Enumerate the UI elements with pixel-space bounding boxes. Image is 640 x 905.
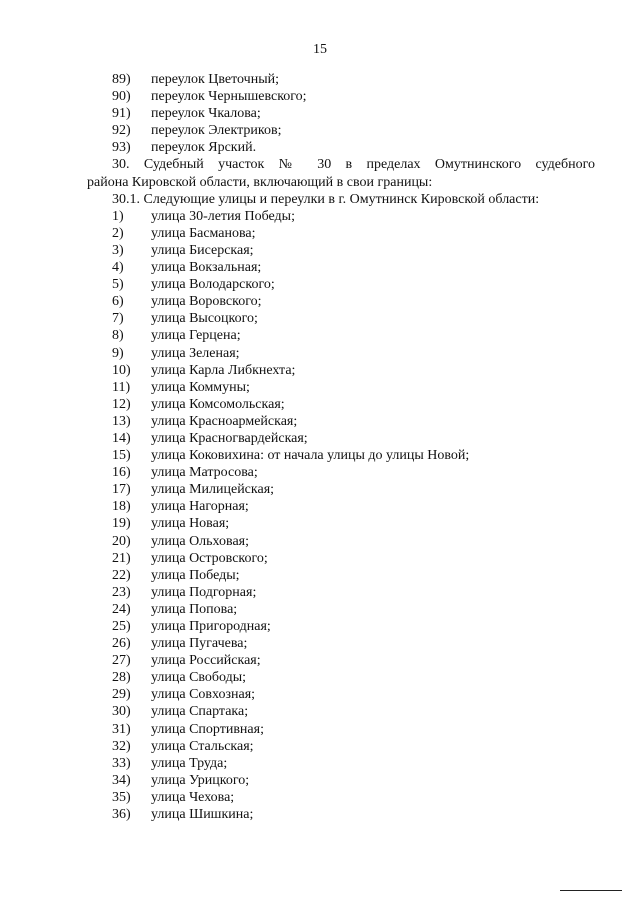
list-item-text: улица Российская; bbox=[151, 653, 261, 669]
list-item bbox=[87, 447, 595, 464]
list-item-text: переулок Ярский. bbox=[151, 140, 257, 156]
list-item bbox=[87, 293, 595, 310]
list-item bbox=[87, 88, 595, 105]
section-30-heading: 30. Судебный участок № 30 в пределах Омутнинского судебного bbox=[112, 157, 595, 173]
list-item-number: 17) bbox=[112, 482, 131, 498]
list-item-number: 32) bbox=[112, 738, 131, 754]
list-item bbox=[87, 259, 595, 276]
list-item-text: улица Зеленая; bbox=[151, 345, 240, 361]
list-item-text: улица Победы; bbox=[151, 567, 240, 583]
list-item-text: улица Володарского; bbox=[151, 277, 275, 293]
list-item-number: 6) bbox=[112, 294, 124, 310]
list-item-text: улица Стальская; bbox=[151, 738, 254, 754]
footer-rule bbox=[560, 890, 622, 891]
list-item-number: 7) bbox=[112, 311, 124, 327]
list-item-number: 92) bbox=[112, 123, 131, 139]
list-item-text: улица Попова; bbox=[151, 601, 238, 617]
list-item-text: улица Труда; bbox=[151, 755, 228, 771]
list-item bbox=[87, 806, 595, 823]
list-item-number: 16) bbox=[112, 465, 131, 481]
list-item-text: улица Коммуны; bbox=[151, 379, 250, 395]
list-item-number: 13) bbox=[112, 413, 131, 429]
list-item-number: 33) bbox=[112, 755, 131, 771]
subsection-30-1-heading: 30.1. Следующие улицы и переулки в г. Омутнинск Кировской области: bbox=[112, 191, 540, 207]
list-item-number: 12) bbox=[112, 396, 131, 412]
list-item-text: улица Свободы; bbox=[151, 670, 247, 686]
list-item-number: 23) bbox=[112, 584, 131, 600]
list-item bbox=[87, 669, 595, 686]
list-item-text: улица Совхозная; bbox=[151, 687, 256, 703]
list-item-number: 28) bbox=[112, 670, 131, 686]
list-item-number: 31) bbox=[112, 721, 131, 737]
list-item bbox=[87, 379, 595, 396]
list-item-number: 2) bbox=[112, 225, 124, 241]
list-item-text: улица Комсомольская; bbox=[151, 396, 285, 412]
list-item bbox=[87, 584, 595, 601]
list-item bbox=[87, 139, 595, 156]
list-item bbox=[87, 71, 595, 88]
list-item-number: 93) bbox=[112, 140, 131, 156]
list-item-number: 5) bbox=[112, 277, 124, 293]
list-item-number: 8) bbox=[112, 328, 124, 344]
list-item bbox=[87, 635, 595, 652]
list-item-number: 15) bbox=[112, 448, 131, 464]
list-item-number: 1) bbox=[112, 208, 124, 224]
list-item bbox=[87, 481, 595, 498]
list-item bbox=[87, 208, 595, 225]
list-item-number: 29) bbox=[112, 687, 131, 703]
list-item-number: 91) bbox=[112, 106, 131, 122]
list-item bbox=[87, 225, 595, 242]
list-item bbox=[87, 738, 595, 755]
list-item-text: переулок Чкалова; bbox=[151, 106, 261, 122]
list-item bbox=[87, 345, 595, 362]
list-item-text: улица 30-летия Победы; bbox=[151, 208, 295, 224]
list-item-number: 89) bbox=[112, 72, 131, 87]
list-item bbox=[87, 310, 595, 327]
list-item-text: улица Герцена; bbox=[151, 328, 241, 344]
list-item bbox=[87, 686, 595, 703]
list-item bbox=[87, 721, 595, 738]
list-item bbox=[87, 498, 595, 515]
list-item-number: 30) bbox=[112, 704, 131, 720]
list-item bbox=[87, 276, 595, 293]
list-item-text: улица Нагорная; bbox=[151, 499, 249, 515]
street-list-section-30 bbox=[87, 208, 595, 823]
list-item-text: переулок Электриков; bbox=[151, 123, 282, 139]
list-item bbox=[87, 105, 595, 122]
list-item-number: 14) bbox=[112, 430, 131, 446]
list-item bbox=[87, 515, 595, 532]
list-item bbox=[87, 703, 595, 720]
list-item-number: 18) bbox=[112, 499, 131, 515]
list-item-text: улица Пригородная; bbox=[151, 619, 271, 634]
list-item bbox=[87, 533, 595, 550]
list-item-number: 9) bbox=[112, 345, 124, 361]
list-item bbox=[87, 242, 595, 259]
list-item bbox=[87, 772, 595, 789]
list-item-text: улица Карла Либкнехта; bbox=[151, 362, 296, 378]
list-item-number: 20) bbox=[112, 533, 131, 549]
list-item bbox=[87, 327, 595, 344]
list-item-number: 22) bbox=[112, 567, 131, 583]
list-item bbox=[87, 601, 595, 618]
list-item-number: 19) bbox=[112, 516, 131, 532]
list-item-number: 27) bbox=[112, 653, 131, 669]
list-item-text: улица Спартака; bbox=[151, 704, 249, 720]
list-item bbox=[87, 567, 595, 584]
list-item bbox=[87, 789, 595, 806]
list-item bbox=[87, 396, 595, 413]
list-item bbox=[87, 755, 595, 772]
list-item-text: улица Островского; bbox=[151, 550, 268, 566]
list-item-number: 4) bbox=[112, 260, 124, 276]
list-item bbox=[87, 618, 595, 635]
list-item-text: улица Вокзальная; bbox=[151, 260, 262, 276]
list-item-text: улица Воровского; bbox=[151, 294, 262, 310]
list-item-text: улица Коковихина: от начала улицы до улицы Новой; bbox=[151, 448, 470, 464]
list-item bbox=[87, 652, 595, 669]
list-item-number: 36) bbox=[112, 807, 131, 823]
list-item-text: улица Шишкина; bbox=[151, 807, 254, 823]
page-number: 15 bbox=[313, 42, 327, 57]
list-item-number: 26) bbox=[112, 636, 131, 652]
list-item-text: улица Бисерская; bbox=[151, 242, 254, 258]
section-30-heading-continued: района Кировской области, включающий в свои границы: bbox=[87, 174, 433, 190]
list-item-text: улица Спортивная; bbox=[151, 721, 264, 737]
document-body bbox=[87, 71, 595, 823]
list-item-text: улица Высоцкого; bbox=[151, 311, 258, 327]
list-item bbox=[87, 413, 595, 430]
list-item-number: 21) bbox=[112, 550, 131, 566]
list-item-text: улица Урицкого; bbox=[151, 772, 250, 788]
list-item bbox=[87, 464, 595, 481]
list-item-number: 11) bbox=[112, 379, 131, 395]
list-item-number: 24) bbox=[112, 601, 131, 617]
list-item-number: 34) bbox=[112, 772, 131, 788]
list-item-number: 25) bbox=[112, 619, 131, 634]
list-item-text: переулок Цветочный; bbox=[151, 72, 279, 87]
list-item-text: улица Подгорная; bbox=[151, 584, 257, 600]
list-item-number: 10) bbox=[112, 362, 131, 378]
list-item bbox=[87, 362, 595, 379]
list-item-number: 90) bbox=[112, 89, 131, 105]
list-item bbox=[87, 122, 595, 139]
list-item-text: улица Чехова; bbox=[151, 789, 235, 805]
list-item-text: переулок Чернышевского; bbox=[151, 89, 307, 105]
list-item-text: улица Матросова; bbox=[151, 465, 258, 481]
list-item-number: 35) bbox=[112, 789, 131, 805]
list-item bbox=[87, 550, 595, 567]
list-item-text: улица Пугачева; bbox=[151, 636, 248, 652]
list-item-text: улица Басманова; bbox=[151, 225, 256, 241]
list-item-number: 3) bbox=[112, 242, 124, 258]
street-list-continued bbox=[87, 71, 595, 156]
list-item-text: улица Ольховая; bbox=[151, 533, 249, 549]
list-item bbox=[87, 430, 595, 447]
list-item-text: улица Красногвардейская; bbox=[151, 430, 308, 446]
list-item-text: улица Милицейская; bbox=[151, 482, 275, 498]
list-item-text: улица Новая; bbox=[151, 516, 230, 532]
list-item-text: улица Красноармейская; bbox=[151, 413, 298, 429]
